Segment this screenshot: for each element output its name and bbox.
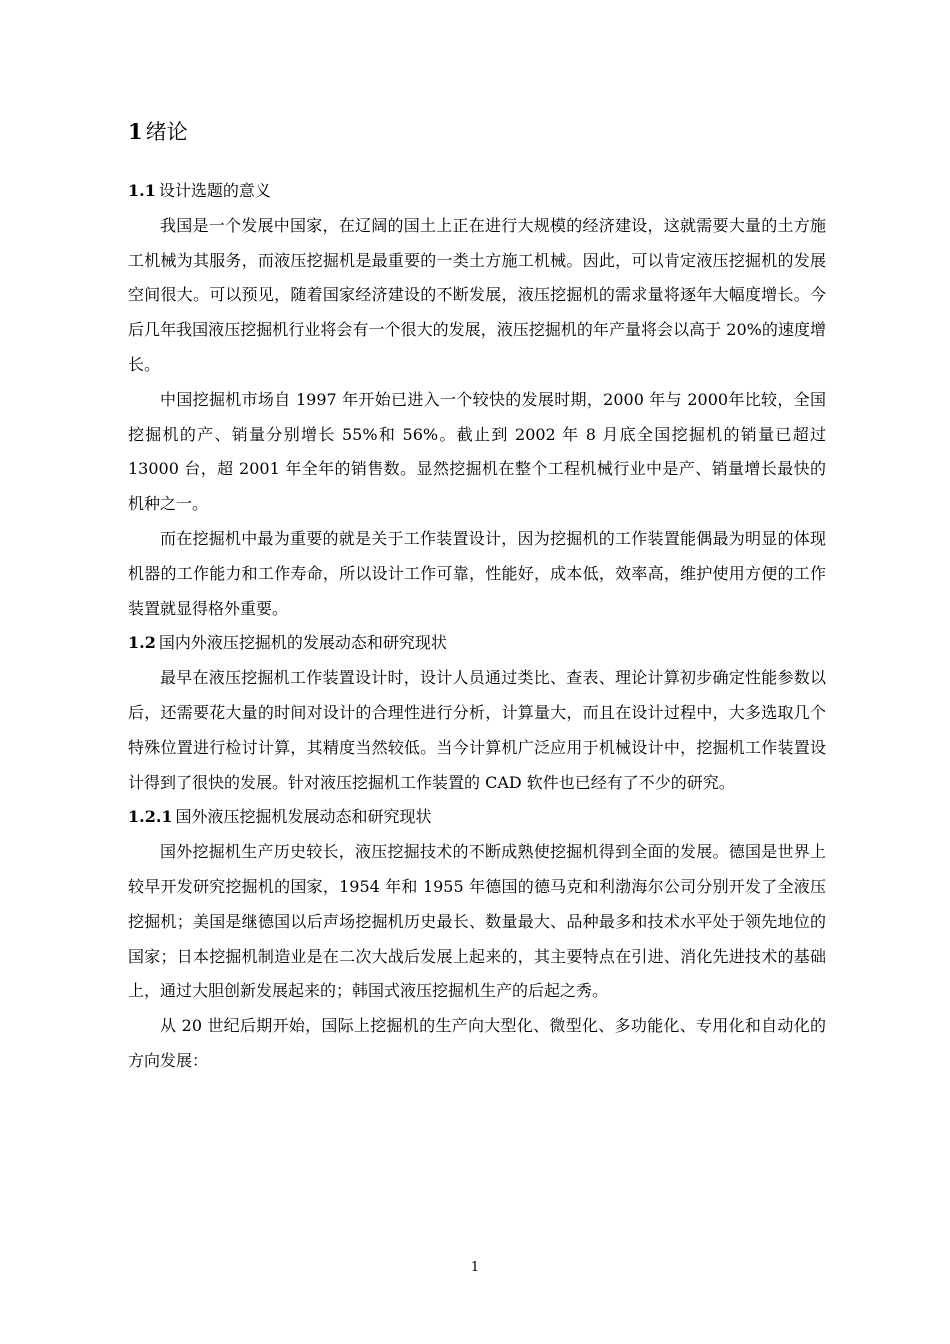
section-heading-1-2 bbox=[128, 626, 826, 661]
paragraph: 国外挖掘机生产历史较长，液压挖掘技术的不断成熟使挖掘机得到全面的发展。德国是世界上较早开发研究挖掘机的国家，1954 年和 1955 年德国的德马克和利渤海尔公司分别开发了全液压挖掘机；美国是继德国以后声场挖掘机历史最长、数量最大、品种最多和技术水平处于领先地位的国家；日本挖掘机制造业是在二次大战后发展上起来的，其主要特点在引进、消化先进技术的基础上，通过大胆创新发展起来的；韩国式液压挖掘机生产的后起之秀。 bbox=[128, 842, 826, 1001]
section-title: 国内外液压挖掘机的发展动态和研究现状 bbox=[158, 633, 447, 653]
paragraph: 中国挖掘机市场自 1997 年开始已进入一个较快的发展时期，2000 年与 2000年比较，全国挖掘机的产、销量分别增长 55%和 56%。截止到 2002 年 8 月底全国挖掘机的销量已超过 13000 台，超 2001 年全年的销售数。显然挖掘机在整个工程机械行业中是产、销量增长最快的机种之一。 bbox=[128, 389, 826, 514]
page-number: 1 bbox=[470, 1260, 480, 1275]
section-number: 1.1 bbox=[128, 181, 156, 200]
section-number: 1.2 bbox=[128, 633, 156, 653]
paragraph: 我国是一个发展中国家，在辽阔的国土上正在进行大规模的经济建设，这就需要大量的土方施工机械为其服务，而液压挖掘机是最重要的一类土方施工机械。因此，可以肯定液压挖掘机的发展空间很大。可以预见，随着国家经济建设的不断发展，液压挖掘机的需求量将逐年大幅度增长。今后几年我国液压挖掘机行业将会有一个很大的发展，液压挖掘机的年产量将会以高于 20%的速度增长。 bbox=[128, 215, 826, 374]
document-body bbox=[128, 112, 826, 1079]
chapter-number: 1 bbox=[128, 119, 143, 144]
section-title: 设计选题的意义 bbox=[158, 181, 271, 200]
chapter-title: 绪论 bbox=[145, 120, 188, 144]
section-title: 国外液压挖掘机发展动态和研究现状 bbox=[175, 807, 432, 827]
paragraph: 最早在液压挖掘机工作装置设计时，设计人员通过类比、查表、理论计算初步确定性能参数以后，还需要花大量的时间对设计的合理性进行分析，计算量大，而且在设计过程中，大多选取几个特殊位置进行检讨计算，其精度当然较低。当今计算机广泛应用于机械设计中，挖掘机工作装置设计得到了很快的发展。针对液压挖掘机工作装置的 CAD 软件也已经有了不少的研究。 bbox=[128, 668, 826, 792]
section-heading-1-1 bbox=[128, 174, 826, 209]
paragraph: 而在挖掘机中最为重要的就是关于工作装置设计，因为挖掘机的工作装置能偶最为明显的体现机器的工作能力和工作寿命，所以设计工作可靠，性能好，成本低，效率高，维护使用方便的工作装置就显得格外重要。 bbox=[128, 528, 826, 618]
paragraph: 从 20 世纪后期开始，国际上挖掘机的生产向大型化、微型化、多功能化、专用化和自动化的方向发展： bbox=[128, 1016, 826, 1070]
section-number: 1.2.1 bbox=[128, 807, 173, 827]
section-heading-1-2-1 bbox=[128, 800, 826, 835]
chapter-heading bbox=[128, 112, 826, 152]
